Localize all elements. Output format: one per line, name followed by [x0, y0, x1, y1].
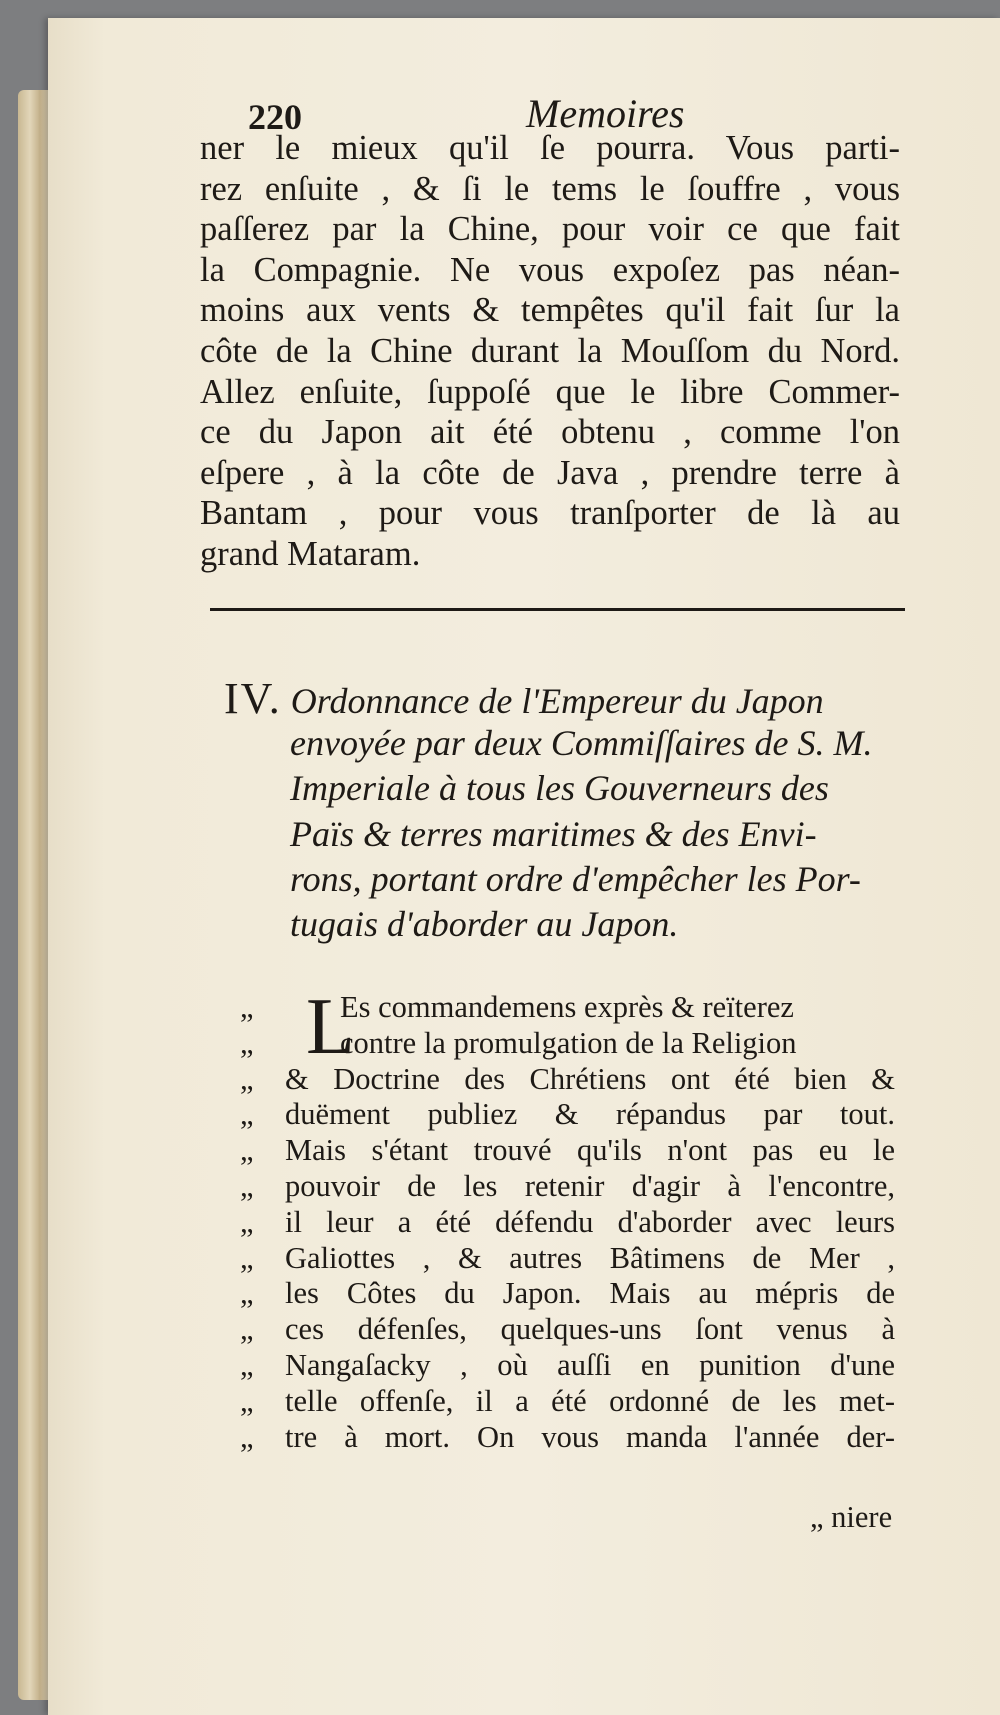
quote-mark: „	[240, 1061, 254, 1096]
quote-mark: „	[240, 1419, 254, 1454]
quote-mark: „	[240, 1097, 254, 1132]
text-line: paſſerez par la Chine, pour voir ce que fait	[200, 210, 900, 249]
decree-line: il leur a été défendu d'aborder avec leurs	[285, 1204, 895, 1239]
text-line: la Compagnie. Ne vous expoſez pas néan-	[200, 250, 900, 289]
section-title-line: Imperiale à tous les Gouverneurs des	[290, 768, 829, 809]
quote-mark: „	[240, 1276, 254, 1311]
decree-text	[200, 990, 900, 1455]
decree-line: Nangaſacky , où auſſi en punition d'une	[285, 1347, 895, 1382]
decree-line: pouvoir de les retenir d'agir à l'encontre,	[285, 1168, 895, 1203]
text-line: ce du Japon ait été obtenu , comme l'on	[200, 413, 900, 452]
quote-mark: „	[240, 1240, 254, 1275]
decree-line: contre la promulgation de la Religion	[340, 1025, 797, 1060]
text-line: moins aux vents & tempêtes qu'il fait ſur la	[200, 291, 900, 330]
text-line: Bantam , pour vous tranſporter de là au	[200, 494, 900, 533]
decree-line: tre à mort. On vous manda l'année der-	[285, 1419, 895, 1454]
section-title-line: Ordonnance de l'Empereur du Japon	[290, 681, 824, 721]
decree-line: Es commandemens exprès & reïterez	[340, 990, 794, 1024]
section-divider	[210, 608, 905, 611]
body-paragraph	[200, 128, 900, 575]
drop-cap: L	[306, 983, 355, 1071]
text-line: Allez enſuite, ſuppoſé que le libre Commer-	[200, 372, 900, 411]
quote-mark: „	[240, 1204, 254, 1239]
section-title-line: Païs & terres maritimes & des Envi-	[290, 813, 817, 854]
decree-line: les Côtes du Japon. Mais au mépris de	[285, 1276, 895, 1311]
decree-line: Mais s'étant trouvé qu'ils n'ont pas eu le	[285, 1133, 895, 1168]
decree-line: duëment publiez & répandus par tout.	[285, 1097, 895, 1132]
text-line: eſpere , à la côte de Java , prendre terre à	[200, 453, 900, 492]
quote-mark: „	[240, 1168, 254, 1203]
catchword: „ niere	[810, 1500, 893, 1534]
text-line: grand Mataram.	[200, 534, 421, 573]
section-title-line: rons, portant ordre d'empêcher les Por-	[290, 858, 861, 899]
section-heading	[224, 676, 914, 947]
text-line: ner le mieux qu'il ſe pourra. Vous parti-	[200, 129, 900, 167]
decree-line: Galiottes , & autres Bâtimens de Mer ,	[285, 1240, 895, 1275]
quote-mark: „	[240, 1347, 254, 1382]
quote-mark: „	[240, 1025, 254, 1060]
page-number: 220	[248, 97, 302, 137]
decree-line: ces défenſes, quelques-uns ſont venus à	[285, 1312, 895, 1347]
section-title-line: tugais d'aborder au Japon.	[290, 903, 679, 944]
section-title-line: envoyée par deux Commiſſaires de S. M.	[290, 723, 873, 764]
quote-mark: „	[240, 1383, 254, 1418]
decree-line: & Doctrine des Chrétiens ont été bien &	[285, 1061, 895, 1096]
text-line: côte de la Chine durant la Mouſſom du Nord.	[200, 331, 900, 370]
text-line: rez enſuite , & ſi le tems le ſouffre , vous	[200, 169, 900, 208]
quote-mark: „	[240, 1312, 254, 1347]
quote-mark: „	[240, 990, 254, 1024]
decree-line: telle offenſe, il a été ordonné de les met-	[285, 1383, 895, 1418]
quote-mark: „	[240, 1133, 254, 1168]
running-title: Memoires	[526, 91, 685, 136]
section-number: IV.	[224, 674, 282, 723]
